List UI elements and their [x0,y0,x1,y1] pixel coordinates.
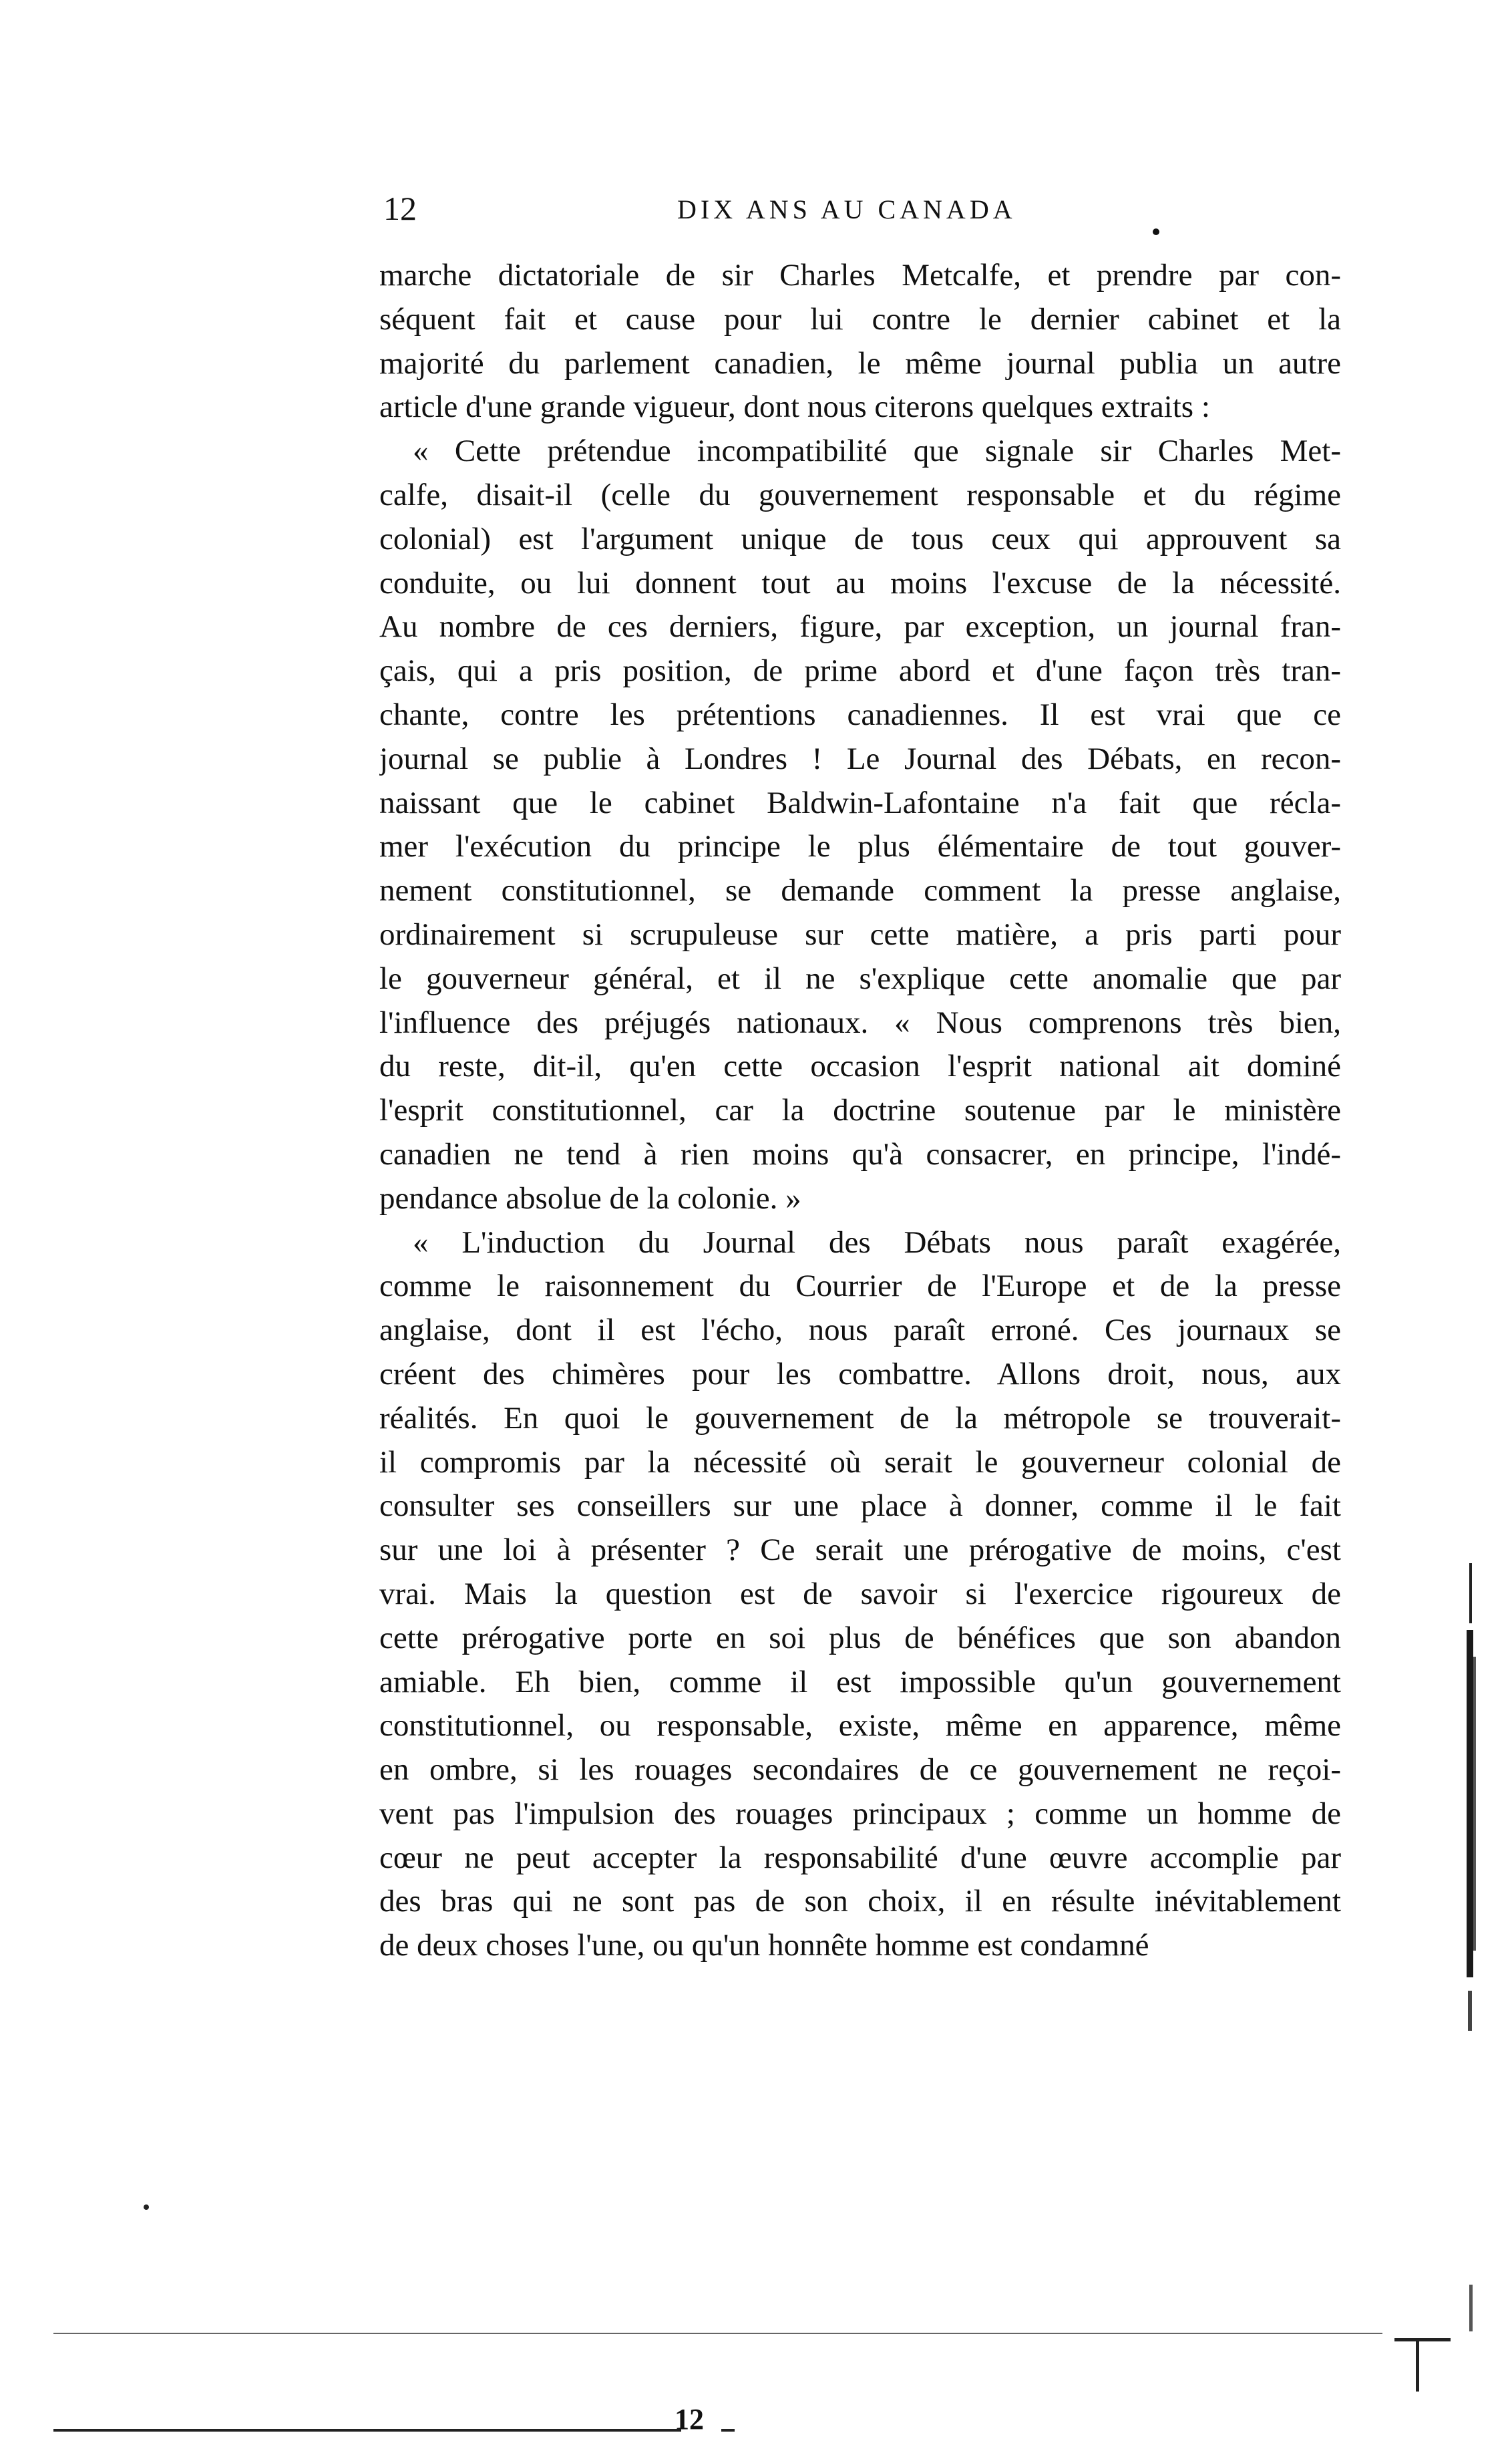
text-line: des bras qui ne sont pas de son choix, il en résulte inévitablement [379,1884,1341,1919]
text-line: vrai. Mais la question est de savoir si l'exercice rigoureux de [379,1576,1341,1611]
text-line: pendance absolue de la colonie. » [379,1180,801,1216]
text-line: conduite, ou lui donnent tout au moins l'excuse de la nécessité. [379,565,1341,601]
text-line: çais, qui a pris position, de prime abord et d'une façon très tran- [379,653,1341,689]
text-line: calfe, disait-il (celle du gouvernement responsable et du régime [379,477,1341,512]
text-line: naissant que le cabinet Baldwin-Lafontaine n'a fait que récla- [379,785,1341,820]
text-line: consulter ses conseillers sur une place à donner, comme il le fait [379,1488,1341,1524]
scan-corner-mark [1394,2338,1451,2341]
ink-speck [1153,228,1159,235]
text-line: comme le raisonnement du Courrier de l'Europe et de la presse [379,1269,1341,1304]
text-line: ordinairement si scrupuleuse sur cette matière, a pris parti pour [379,917,1341,952]
text-line: « L'induction du Journal des Débats nous paraît exagérée, [413,1224,1341,1260]
text-line: canadien ne tend à rien moins qu'à consacrer, en principe, l'indé- [379,1136,1341,1172]
bottom-rule [53,2333,1382,2334]
bottom-rule [53,2429,681,2432]
text-line: anglaise, dont il est l'écho, nous paraît erroné. Ces journaux se [379,1313,1341,1348]
scan-binding-mark [1469,1563,1472,1623]
bottom-rule [721,2429,735,2432]
text-line: mer l'exécution du principe le plus élémentaire de tout gouver- [379,829,1341,864]
text-line: « Cette prétendue incompatibilité que signale sir Charles Met- [413,434,1341,469]
running-title: DIX ANS AU CANADA [677,194,1016,224]
ink-speck [144,2204,149,2210]
scan-corner-mark [1469,2285,1473,2331]
text-line: marche dictatoriale de sir Charles Metcalfe, et prendre par con- [379,258,1341,293]
scan-binding-mark [1468,1991,1472,2031]
text-line: colonial) est l'argument unique de tous ceux qui approuvent sa [379,521,1341,556]
page-number: 12 [383,190,417,227]
page-header [383,188,1365,228]
text-line: constitutionnel, ou responsable, existe, même en apparence, même [379,1708,1341,1744]
scan-binding-mark [1467,1630,1473,1977]
text-line: Au nombre de ces derniers, figure, par exception, un journal fran- [379,609,1341,645]
text-line: du reste, dit-il, qu'en cette occasion l'esprit national ait dominé [379,1049,1341,1084]
text-line: sur une loi à présenter ? Ce serait une prérogative de moins, c'est [379,1532,1341,1568]
text-line: vent pas l'impulsion des rouages principaux ; comme un homme de [379,1796,1341,1831]
text-line: séquent fait et cause pour lui contre le dernier cabinet et la [379,301,1341,337]
scan-corner-mark [1416,2338,1419,2392]
text-line: majorité du parlement canadien, le même journal publia un autre [379,345,1341,381]
text-line: chante, contre les prétentions canadiennes. Il est vrai que ce [379,697,1341,732]
text-line: amiable. Eh bien, comme il est impossible qu'un gouvernement [379,1664,1341,1699]
text-line: l'influence des préjugés nationaux. « Nous comprenons très bien, [379,1005,1341,1040]
footer-page-smudge: 12 [675,2403,704,2436]
text-line: créent des chimères pour les combattre. Allons droit, nous, aux [379,1356,1341,1391]
text-line: l'esprit constitutionnel, car la doctrine soutenue par le ministère [379,1093,1341,1128]
text-line: de deux choses l'une, ou qu'un honnête homme est condamné [379,1928,1149,1963]
text-line: en ombre, si les rouages secondaires de ce gouvernement ne reçoi- [379,1752,1341,1788]
text-line: nement constitutionnel, se demande comment la presse anglaise, [379,873,1341,909]
text-line: article d'une grande vigueur, dont nous citerons quelques extraits : [379,389,1210,425]
body-text [379,254,1341,1968]
text-line: il compromis par la nécessité où serait le gouverneur colonial de [379,1444,1341,1480]
text-line: le gouverneur général, et il ne s'explique cette anomalie que par [379,961,1341,996]
scan-binding-mark [1473,1657,1476,1951]
text-line: cette prérogative porte en soi plus de bénéfices que son abandon [379,1620,1341,1655]
text-line: cœur ne peut accepter la responsabilité d'une œuvre accomplie par [379,1840,1341,1875]
text-line: réalités. En quoi le gouvernement de la métropole se trouverait- [379,1400,1341,1436]
text-line: journal se publie à Londres ! Le Journal des Débats, en recon- [379,741,1341,776]
